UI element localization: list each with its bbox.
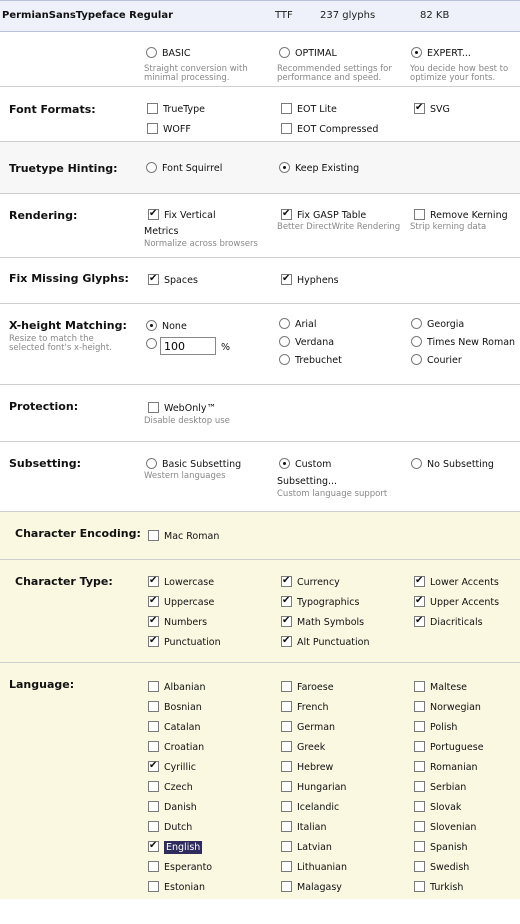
language-estonian[interactable]: Estonian — [148, 881, 205, 893]
checkbox[interactable] — [281, 721, 292, 732]
percent-sign: % — [221, 342, 231, 353]
checkbox[interactable] — [414, 841, 425, 852]
language-icelandic[interactable]: Icelandic — [281, 801, 339, 813]
format-woff[interactable]: WOFF — [147, 123, 191, 135]
language-albanian[interactable]: Albanian — [148, 681, 206, 693]
checkbox[interactable] — [281, 616, 292, 627]
checkbox[interactable] — [148, 781, 159, 792]
fix-vertical-metrics[interactable]: ✔ Fix Vertical — [148, 209, 216, 221]
mode-optimal-radio[interactable] — [279, 47, 290, 58]
language-hungarian[interactable]: Hungarian — [281, 781, 346, 793]
checkbox[interactable] — [148, 596, 159, 607]
hinting-label: Truetype Hinting: — [9, 162, 118, 175]
language-faroese[interactable]: Faroese — [281, 681, 334, 693]
mode-basic-radio[interactable] — [146, 47, 157, 58]
language-italian[interactable]: Italian — [281, 821, 326, 833]
language-polish[interactable]: Polish — [414, 721, 457, 733]
xheight-times[interactable]: Times New Roman — [411, 336, 515, 348]
language-german[interactable]: German — [281, 721, 335, 733]
checkbox[interactable] — [148, 636, 159, 647]
fix-gasp-desc: Better DirectWrite Rendering — [277, 222, 401, 232]
subsetting-custom-line2: Subsetting... — [277, 476, 338, 487]
checkbox[interactable] — [281, 841, 292, 852]
checkbox[interactable] — [148, 701, 159, 712]
checkbox[interactable] — [281, 701, 292, 712]
mode-expert-desc: You decide how best to optimize your fonts. — [410, 64, 509, 83]
subsetting-label: Subsetting: — [9, 457, 82, 470]
chartype-upper-accents[interactable]: ✔ Upper Accents — [414, 596, 499, 608]
checkbox[interactable] — [281, 636, 292, 647]
checkbox[interactable] — [414, 861, 425, 872]
font-type: TTF — [275, 10, 293, 21]
fix-hyphens[interactable]: ✔ Hyphens — [281, 274, 339, 286]
checkbox[interactable] — [281, 781, 292, 792]
checkbox[interactable] — [148, 681, 159, 692]
mode-basic-desc: Straight conversion with minimal processing. — [144, 64, 248, 83]
xheight-desc: Resize to match the selected font's x-height. — [9, 334, 112, 353]
chartype-lowercase[interactable]: ✔ Lowercase — [148, 576, 214, 588]
font-formats-label: Font Formats: — [9, 103, 96, 116]
language-croatian[interactable]: Croatian — [148, 741, 204, 753]
language-greek[interactable]: Greek — [281, 741, 325, 753]
encoding-row — [0, 512, 520, 560]
chartype-typographics[interactable]: ✔ Typographics — [281, 596, 359, 608]
checkbox[interactable] — [414, 721, 425, 732]
chartype-label: Character Type: — [15, 575, 113, 588]
format-eot-lite[interactable]: EOT Lite — [281, 103, 337, 115]
checkbox[interactable] — [148, 841, 159, 852]
remove-kerning[interactable]: Remove Kerning — [414, 209, 508, 221]
mode-row — [0, 32, 520, 87]
xheight-arial[interactable]: Arial — [279, 318, 317, 330]
checkbox[interactable] — [414, 701, 425, 712]
subsetting-row — [0, 442, 520, 512]
checkbox[interactable] — [148, 801, 159, 812]
language-english[interactable]: ✔English — [148, 841, 202, 853]
checkbox[interactable] — [414, 576, 425, 587]
language-czech[interactable]: Czech — [148, 781, 193, 793]
rendering-row — [0, 194, 520, 258]
font-formats-row — [0, 87, 520, 142]
chartype-math-symbols[interactable]: ✔ Math Symbols — [281, 616, 364, 628]
chartype-currency[interactable]: ✔ Currency — [281, 576, 340, 588]
mode-optimal[interactable]: OPTIMAL — [279, 47, 337, 59]
language-norwegian[interactable]: Norwegian — [414, 701, 481, 713]
xheight-georgia[interactable]: Georgia — [411, 318, 464, 330]
fix-vertical-metrics-line2: Metrics — [144, 226, 179, 237]
fix-gasp-table[interactable]: ✔Fix GASP Table — [281, 209, 366, 221]
subsetting-custom-desc: Custom language support — [277, 489, 388, 499]
language-slovak[interactable]: Slovak — [414, 801, 461, 813]
glyph-count: 237 glyphs — [320, 10, 376, 21]
language-spanish[interactable]: Spanish — [414, 841, 468, 853]
protection-label: Protection: — [9, 400, 79, 413]
checkbox[interactable] — [281, 576, 292, 587]
checkbox[interactable] — [281, 801, 292, 812]
language-row — [0, 663, 520, 899]
mode-optimal-desc: Recommended settings for performance and speed. — [277, 64, 392, 83]
xheight-courier[interactable]: Courier — [411, 354, 462, 366]
checkbox[interactable] — [281, 681, 292, 692]
subsetting-none[interactable]: No Subsetting — [411, 458, 494, 470]
checkbox[interactable] — [414, 881, 425, 892]
remove-kerning-desc: Strip kerning data — [410, 222, 487, 232]
missing-glyphs-label: Fix Missing Glyphs: — [9, 272, 129, 285]
checkbox[interactable] — [281, 861, 292, 872]
subsetting-custom[interactable]: Custom — [279, 458, 331, 470]
hinting-font-squirrel[interactable]: Font Squirrel — [146, 162, 222, 174]
chartype-lower-accents[interactable]: ✔ Lower Accents — [414, 576, 499, 588]
checkbox[interactable] — [281, 821, 292, 832]
mode-expert[interactable]: EXPERT... — [411, 47, 471, 59]
language-lithuanian[interactable]: Lithuanian — [281, 861, 347, 873]
language-label: Language: — [9, 678, 75, 691]
checkbox[interactable] — [414, 681, 425, 692]
checkbox[interactable] — [414, 616, 425, 627]
webonly-checkbox[interactable]: WebOnly™ — [148, 402, 216, 414]
chartype-numbers[interactable]: ✔Numbers — [148, 616, 207, 628]
checkbox[interactable] — [414, 821, 425, 832]
encoding-label: Character Encoding: — [15, 527, 141, 540]
checkbox[interactable] — [148, 576, 159, 587]
checkbox[interactable] — [414, 801, 425, 812]
checkbox[interactable] — [148, 821, 159, 832]
chartype-diacriticals[interactable]: ✔ Diacriticals — [414, 616, 483, 628]
checkbox[interactable] — [148, 741, 159, 752]
language-serbian[interactable]: Serbian — [414, 781, 466, 793]
mode-expert-radio[interactable] — [411, 47, 422, 58]
checkbox[interactable] — [281, 881, 292, 892]
rendering-label: Rendering: — [9, 209, 78, 222]
hinting-keep-existing[interactable]: Keep Existing — [279, 162, 359, 174]
checkbox[interactable] — [414, 761, 425, 772]
xheight-verdana[interactable]: Verdana — [279, 336, 334, 348]
fix-vertical-desc: Normalize across browsers — [144, 239, 258, 249]
format-eot-compressed[interactable]: EOT Compressed — [281, 123, 378, 135]
checkbox[interactable] — [414, 741, 425, 752]
chartype-alt-punctuation[interactable]: ✔ Alt Punctuation — [281, 636, 369, 648]
missing-glyphs-row — [0, 258, 520, 304]
checkbox[interactable] — [414, 781, 425, 792]
webonly-desc: Disable desktop use — [144, 416, 230, 426]
language-danish[interactable]: Danish — [148, 801, 197, 813]
language-cyrillic[interactable]: ✔Cyrillic — [148, 761, 196, 773]
subsetting-basic[interactable]: Basic Subsetting — [146, 458, 241, 470]
xheight-label: X-height Matching: Resize to match the selected font's x-height. — [9, 319, 127, 353]
language-esperanto[interactable]: Esperanto — [148, 861, 212, 873]
subsetting-basic-desc: Western languages — [144, 471, 226, 481]
fix-spaces[interactable]: ✔ Spaces — [148, 274, 198, 286]
language-slovenian[interactable]: Slovenian — [414, 821, 476, 833]
xheight-percent-input[interactable] — [160, 337, 216, 355]
language-malagasy[interactable]: Malagasy — [281, 881, 342, 893]
language-portuguese[interactable]: Portuguese — [414, 741, 484, 753]
format-truetype[interactable]: TrueType — [147, 103, 205, 115]
checkbox[interactable] — [148, 721, 159, 732]
language-turkish[interactable]: Turkish — [414, 881, 463, 893]
language-swedish[interactable]: Swedish — [414, 861, 469, 873]
mac-roman-checkbox[interactable]: Mac Roman — [148, 530, 219, 542]
file-size: 82 KB — [420, 10, 450, 21]
mode-basic[interactable]: BASIC — [146, 47, 190, 59]
chartype-row — [0, 560, 520, 663]
language-hebrew[interactable]: Hebrew — [281, 761, 333, 773]
font-name: PermianSansTypeface Regular — [2, 10, 174, 21]
xheight-row — [0, 304, 520, 385]
font-file-header — [0, 0, 520, 32]
language-dutch[interactable]: Dutch — [148, 821, 192, 833]
language-french[interactable]: French — [281, 701, 329, 713]
chartype-punctuation[interactable]: ✔Punctuation — [148, 636, 221, 648]
format-svg[interactable]: ✔ SVG — [414, 103, 450, 115]
checkbox[interactable] — [148, 761, 159, 772]
language-maltese[interactable]: Maltese — [414, 681, 467, 693]
xheight-none[interactable]: None — [146, 320, 187, 332]
checkbox[interactable] — [281, 741, 292, 752]
hinting-row — [0, 142, 520, 194]
language-latvian[interactable]: Latvian — [281, 841, 332, 853]
checkbox[interactable] — [281, 761, 292, 772]
language-bosnian[interactable]: Bosnian — [148, 701, 202, 713]
language-romanian[interactable]: Romanian — [414, 761, 478, 773]
checkbox[interactable] — [281, 596, 292, 607]
checkbox[interactable] — [148, 616, 159, 627]
chartype-uppercase[interactable]: ✔Uppercase — [148, 596, 214, 608]
xheight-custom-radio[interactable] — [146, 338, 157, 350]
checkbox[interactable] — [148, 861, 159, 872]
protection-row — [0, 385, 520, 442]
xheight-trebuchet[interactable]: Trebuchet — [279, 354, 342, 366]
checkbox[interactable] — [414, 596, 425, 607]
language-catalan[interactable]: Catalan — [148, 721, 200, 733]
checkbox[interactable] — [148, 881, 159, 892]
